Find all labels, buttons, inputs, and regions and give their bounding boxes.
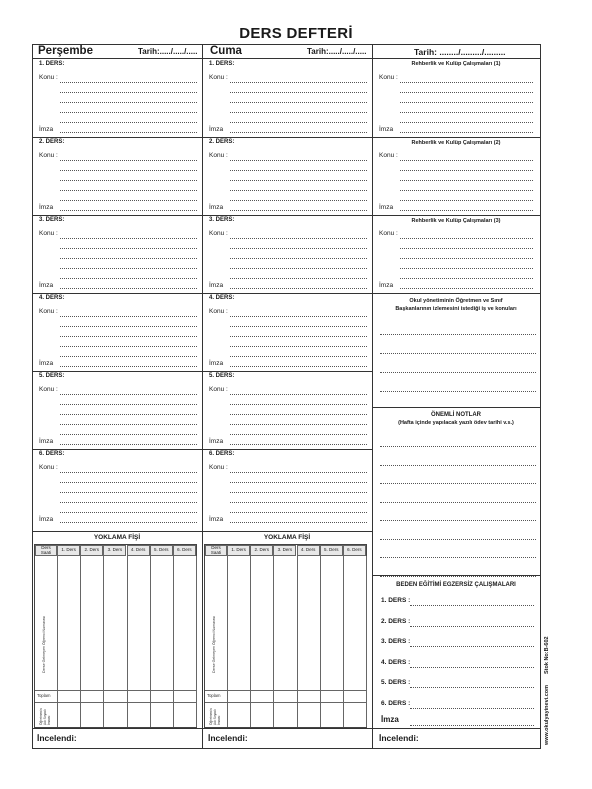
konu-line[interactable] xyxy=(230,356,367,357)
konu-line[interactable] xyxy=(230,512,367,513)
imza-label: İmza xyxy=(209,516,224,523)
konu-line[interactable] xyxy=(230,102,367,103)
konu-line[interactable] xyxy=(230,346,367,347)
konu-line[interactable] xyxy=(60,356,197,357)
onemli-notlar-subtitle: (Hafta içinde yapılacak yazılı ödev tarihi v.s.) xyxy=(398,420,514,426)
konu-line[interactable] xyxy=(60,472,197,473)
imza-label: İmza xyxy=(379,282,394,289)
konu-label: Konu : xyxy=(39,308,58,315)
konu-line[interactable] xyxy=(60,160,197,161)
konu-line[interactable] xyxy=(60,248,197,249)
konu-line[interactable] xyxy=(60,170,197,171)
lesson-label-1-4: 4. DERS: xyxy=(39,295,65,301)
grid-row-line xyxy=(205,690,366,691)
konu-line[interactable] xyxy=(230,404,367,405)
beden-line[interactable] xyxy=(410,667,534,668)
lesson-label-2-5: 5. DERS: xyxy=(209,373,235,379)
rehberlik-line[interactable] xyxy=(400,160,533,161)
konu-label: Konu : xyxy=(379,230,398,237)
yoklama-grid-1 xyxy=(34,544,197,728)
lesson-divider xyxy=(33,293,372,294)
section-divider xyxy=(372,407,540,408)
imza-line[interactable] xyxy=(230,288,367,289)
konu-line[interactable] xyxy=(60,346,197,347)
lesson-label-2-4: 4. DERS: xyxy=(209,295,235,301)
teacher-signature-label: Öğretmenin Adı Soyadı İmzası xyxy=(209,708,221,725)
konu-label: Konu : xyxy=(209,230,228,237)
konu-label: Konu : xyxy=(39,230,58,237)
onemli-notlar-title: ÖNEMLİ NOTLAR xyxy=(431,412,481,418)
beden-line[interactable] xyxy=(410,708,534,709)
imza-line[interactable] xyxy=(230,444,367,445)
beden-line[interactable] xyxy=(410,605,534,606)
beden-ders-label-6: 6. DERS : xyxy=(381,699,411,707)
imza-label: İmza xyxy=(209,360,224,367)
konu-line[interactable] xyxy=(60,434,197,435)
lesson-divider xyxy=(33,215,372,216)
konu-line[interactable] xyxy=(230,92,367,93)
imza-line[interactable] xyxy=(60,444,197,445)
imza-line[interactable] xyxy=(60,288,197,289)
konu-line[interactable] xyxy=(230,472,367,473)
imza-label: İmza xyxy=(39,126,54,133)
konu-line[interactable] xyxy=(230,268,367,269)
grid-column-line xyxy=(366,556,367,727)
imza-line[interactable] xyxy=(400,210,533,211)
imza-line[interactable] xyxy=(230,132,367,133)
absent-students-label: Derse Gelmeyen Öğrenci Numarası xyxy=(212,615,216,673)
konu-line[interactable] xyxy=(60,268,197,269)
lesson-label-1-2: 2. DERS: xyxy=(39,139,65,145)
imza-label: İmza xyxy=(209,204,224,211)
rehberlik-line[interactable] xyxy=(400,248,533,249)
beden-line[interactable] xyxy=(410,626,534,627)
grid-column-line xyxy=(196,556,197,727)
okul-yonetimi-line[interactable] xyxy=(380,353,536,354)
okul-yonetimi-line1: Okul yönetiminin Öğretmen ve Sınıf xyxy=(409,298,503,304)
konu-line[interactable] xyxy=(60,336,197,337)
konu-line[interactable] xyxy=(60,502,197,503)
konu-line[interactable] xyxy=(60,122,197,123)
imza-line[interactable] xyxy=(60,132,197,133)
konu-line[interactable] xyxy=(60,404,197,405)
konu-label: Konu : xyxy=(379,74,398,81)
rehberlik-title-1: Rehberlik ve Kulüp Çalışmaları (1) xyxy=(411,61,501,67)
konu-line[interactable] xyxy=(230,160,367,161)
lesson-label-1-1: 1. DERS: xyxy=(39,61,65,67)
lesson-divider xyxy=(33,449,372,450)
grid-row-line xyxy=(205,702,366,703)
rehberlik-line[interactable] xyxy=(400,258,533,259)
konu-line[interactable] xyxy=(230,482,367,483)
onemli-notlar-line[interactable] xyxy=(380,557,536,558)
beden-ders-label-4: 4. DERS : xyxy=(381,658,411,666)
incelendi-label-3: İncelendi: xyxy=(379,733,419,743)
yoklama-grid-2 xyxy=(204,544,367,728)
onemli-notlar-line[interactable] xyxy=(380,502,536,503)
konu-line[interactable] xyxy=(230,492,367,493)
ders-column-header-5: 5. Ders xyxy=(150,545,173,556)
lesson-label-2-3: 3. DERS: xyxy=(209,217,235,223)
konu-line[interactable] xyxy=(230,170,367,171)
imza-label: İmza xyxy=(39,360,54,367)
yoklama-title-1: YOKLAMA FİŞİ xyxy=(93,534,141,541)
okul-yonetimi-line[interactable] xyxy=(380,372,536,373)
column-divider xyxy=(372,45,373,748)
page-title: DERS DEFTERİ xyxy=(239,25,353,42)
beden-ders-label-3: 3. DERS : xyxy=(381,638,411,645)
day-name-thursday: Perşembe xyxy=(38,45,93,57)
beden-imza-line[interactable] xyxy=(410,725,534,726)
okul-yonetimi-line2: Başkanlarının izlemesini istediği iş ve konuları xyxy=(395,306,517,312)
grid-row-line xyxy=(35,702,196,703)
konu-line[interactable] xyxy=(230,502,367,503)
imza-label: İmza xyxy=(39,438,54,445)
konu-label: Konu : xyxy=(209,152,228,159)
imza-line[interactable] xyxy=(60,522,197,523)
publisher-site: www.okulyayinevi.com xyxy=(544,684,550,745)
imza-label: İmza xyxy=(39,282,54,289)
ders-column-header-3: 3. Ders xyxy=(273,545,296,556)
rehberlik-line[interactable] xyxy=(400,200,533,201)
imza-label: İmza xyxy=(39,204,54,211)
onemli-notlar-line[interactable] xyxy=(380,483,536,484)
konu-line[interactable] xyxy=(230,82,367,83)
konu-line[interactable] xyxy=(60,92,197,93)
konu-line[interactable] xyxy=(60,258,197,259)
konu-label: Konu : xyxy=(39,386,58,393)
section-divider xyxy=(372,293,540,294)
incelendi-label-2: İncelendi: xyxy=(208,733,248,743)
ders-column-header-6: 6. Ders xyxy=(343,545,366,556)
onemli-notlar-line[interactable] xyxy=(380,465,536,466)
konu-label: Konu : xyxy=(379,152,398,159)
rehberlik-line[interactable] xyxy=(400,180,533,181)
konu-line[interactable] xyxy=(60,112,197,113)
onemli-notlar-line[interactable] xyxy=(380,446,536,447)
konu-label: Konu : xyxy=(39,74,58,81)
konu-line[interactable] xyxy=(230,434,367,435)
date-field-third[interactable]: Tarih: ......../........./......... xyxy=(414,47,506,57)
konu-label: Konu : xyxy=(209,308,228,315)
beden-egitimi-title: BEDEN EĞİTİMİ EGZERSİZ ÇALIŞMALARI xyxy=(396,582,516,588)
onemli-notlar-line[interactable] xyxy=(380,539,536,540)
lesson-label-2-2: 2. DERS: xyxy=(209,139,235,145)
footer-divider xyxy=(33,728,540,729)
rehberlik-line[interactable] xyxy=(400,92,533,93)
imza-label: İmza xyxy=(379,126,394,133)
rehberlik-line[interactable] xyxy=(400,170,533,171)
day-name-friday: Cuma xyxy=(210,45,242,57)
column-divider xyxy=(202,45,203,748)
lesson-label-1-5: 5. DERS: xyxy=(39,373,65,379)
rehberlik-line[interactable] xyxy=(400,112,533,113)
lesson-label-1-3: 3. DERS: xyxy=(39,217,65,223)
okul-yonetimi-line[interactable] xyxy=(380,391,536,392)
imza-label: İmza xyxy=(209,126,224,133)
imza-label: İmza xyxy=(39,516,54,523)
beden-imza-label: İmza xyxy=(381,715,399,724)
beden-ders-label-1: 1. DERS : xyxy=(381,597,411,604)
rehberlik-line[interactable] xyxy=(400,190,533,191)
konu-line[interactable] xyxy=(230,394,367,395)
konu-line[interactable] xyxy=(60,492,197,493)
konu-line[interactable] xyxy=(230,336,367,337)
konu-label: Konu : xyxy=(39,464,58,471)
konu-line[interactable] xyxy=(230,238,367,239)
konu-line[interactable] xyxy=(60,82,197,83)
lesson-divider xyxy=(33,137,372,138)
konu-line[interactable] xyxy=(60,180,197,181)
konu-line[interactable] xyxy=(230,326,367,327)
absent-students-label: Derse Gelmeyen Öğrenci Numarası xyxy=(42,615,46,673)
lesson-label-2-6: 6. DERS: xyxy=(209,451,235,457)
beden-ders-label-5: 5. DERS : xyxy=(381,679,411,686)
konu-line[interactable] xyxy=(60,200,197,201)
stock-number: Stok No:B-602 xyxy=(544,636,550,674)
ders-column-header-1: 1. Ders xyxy=(57,545,80,556)
rehberlik-line[interactable] xyxy=(400,122,533,123)
ders-column-header-2: 2. Ders xyxy=(250,545,273,556)
konu-line[interactable] xyxy=(230,112,367,113)
konu-label: Konu : xyxy=(209,74,228,81)
onemli-notlar-line[interactable] xyxy=(380,520,536,521)
imza-line[interactable] xyxy=(400,132,533,133)
konu-line[interactable] xyxy=(230,316,367,317)
konu-line[interactable] xyxy=(60,316,197,317)
konu-line[interactable] xyxy=(60,512,197,513)
konu-line[interactable] xyxy=(60,326,197,327)
konu-line[interactable] xyxy=(230,424,367,425)
imza-line[interactable] xyxy=(60,366,197,367)
ders-column-header-4: 4. Ders xyxy=(297,545,320,556)
imza-line[interactable] xyxy=(230,210,367,211)
section-divider xyxy=(372,215,540,216)
section-divider xyxy=(372,137,540,138)
konu-line[interactable] xyxy=(230,278,367,279)
konu-line[interactable] xyxy=(60,414,197,415)
imza-label: İmza xyxy=(209,438,224,445)
lesson-divider xyxy=(33,371,372,372)
rehberlik-title-2: Rehberlik ve Kulüp Çalışmaları (2) xyxy=(411,140,501,146)
konu-line[interactable] xyxy=(60,238,197,239)
rehberlik-line[interactable] xyxy=(400,238,533,239)
imza-label: İmza xyxy=(379,204,394,211)
konu-line[interactable] xyxy=(60,424,197,425)
konu-line[interactable] xyxy=(60,190,197,191)
konu-label: Konu : xyxy=(39,152,58,159)
konu-line[interactable] xyxy=(60,278,197,279)
konu-line[interactable] xyxy=(60,482,197,483)
okul-yonetimi-line[interactable] xyxy=(380,334,536,335)
date-field-thursday[interactable]: Tarih:...../...../..... xyxy=(138,47,198,56)
konu-line[interactable] xyxy=(230,200,367,201)
incelendi-label-1: İncelendi: xyxy=(37,733,77,743)
ders-column-header-5: 5. Ders xyxy=(320,545,343,556)
grid-row-line xyxy=(35,690,196,691)
lesson-label-1-6: 6. DERS: xyxy=(39,451,65,457)
konu-line[interactable] xyxy=(230,258,367,259)
ders-column-header-3: 3. Ders xyxy=(103,545,126,556)
imza-line[interactable] xyxy=(400,288,533,289)
ders-column-header-1: 1. Ders xyxy=(227,545,250,556)
ders-column-header-6: 6. Ders xyxy=(173,545,196,556)
ders-saati-header: Ders Saati xyxy=(35,545,57,556)
rehberlik-line[interactable] xyxy=(400,102,533,103)
teacher-signature-label: Öğretmenin Adı Soyadı İmzası xyxy=(39,708,51,725)
imza-label: İmza xyxy=(209,282,224,289)
rehberlik-line[interactable] xyxy=(400,278,533,279)
lesson-divider xyxy=(33,531,372,532)
yoklama-title-2: YOKLAMA FİŞİ xyxy=(263,534,311,541)
konu-label: Konu : xyxy=(209,386,228,393)
konu-line[interactable] xyxy=(230,190,367,191)
konu-line[interactable] xyxy=(60,394,197,395)
imza-line[interactable] xyxy=(60,210,197,211)
imza-line[interactable] xyxy=(230,366,367,367)
konu-line[interactable] xyxy=(230,122,367,123)
ders-column-header-4: 4. Ders xyxy=(127,545,150,556)
konu-line[interactable] xyxy=(60,102,197,103)
date-field-friday[interactable]: Tarih:...../...../..... xyxy=(307,47,367,56)
rehberlik-line[interactable] xyxy=(400,268,533,269)
beden-ders-label-2: 2. DERS : xyxy=(381,617,411,625)
rehberlik-line[interactable] xyxy=(400,82,533,83)
toplam-label: Toplam xyxy=(37,693,51,698)
header-divider xyxy=(33,58,540,59)
ders-saati-header: Ders Saati xyxy=(205,545,227,556)
konu-line[interactable] xyxy=(230,414,367,415)
lesson-label-2-1: 1. DERS: xyxy=(209,61,235,67)
konu-line[interactable] xyxy=(230,248,367,249)
toplam-label: Toplam xyxy=(207,693,221,698)
beden-line[interactable] xyxy=(410,687,534,688)
rehberlik-title-3: Rehberlik ve Kulüp Çalışmaları (3) xyxy=(411,218,501,224)
beden-line[interactable] xyxy=(410,646,534,647)
konu-label: Konu : xyxy=(209,464,228,471)
ders-column-header-2: 2. Ders xyxy=(80,545,103,556)
konu-line[interactable] xyxy=(230,180,367,181)
onemli-notlar-line[interactable] xyxy=(380,576,536,577)
imza-line[interactable] xyxy=(230,522,367,523)
